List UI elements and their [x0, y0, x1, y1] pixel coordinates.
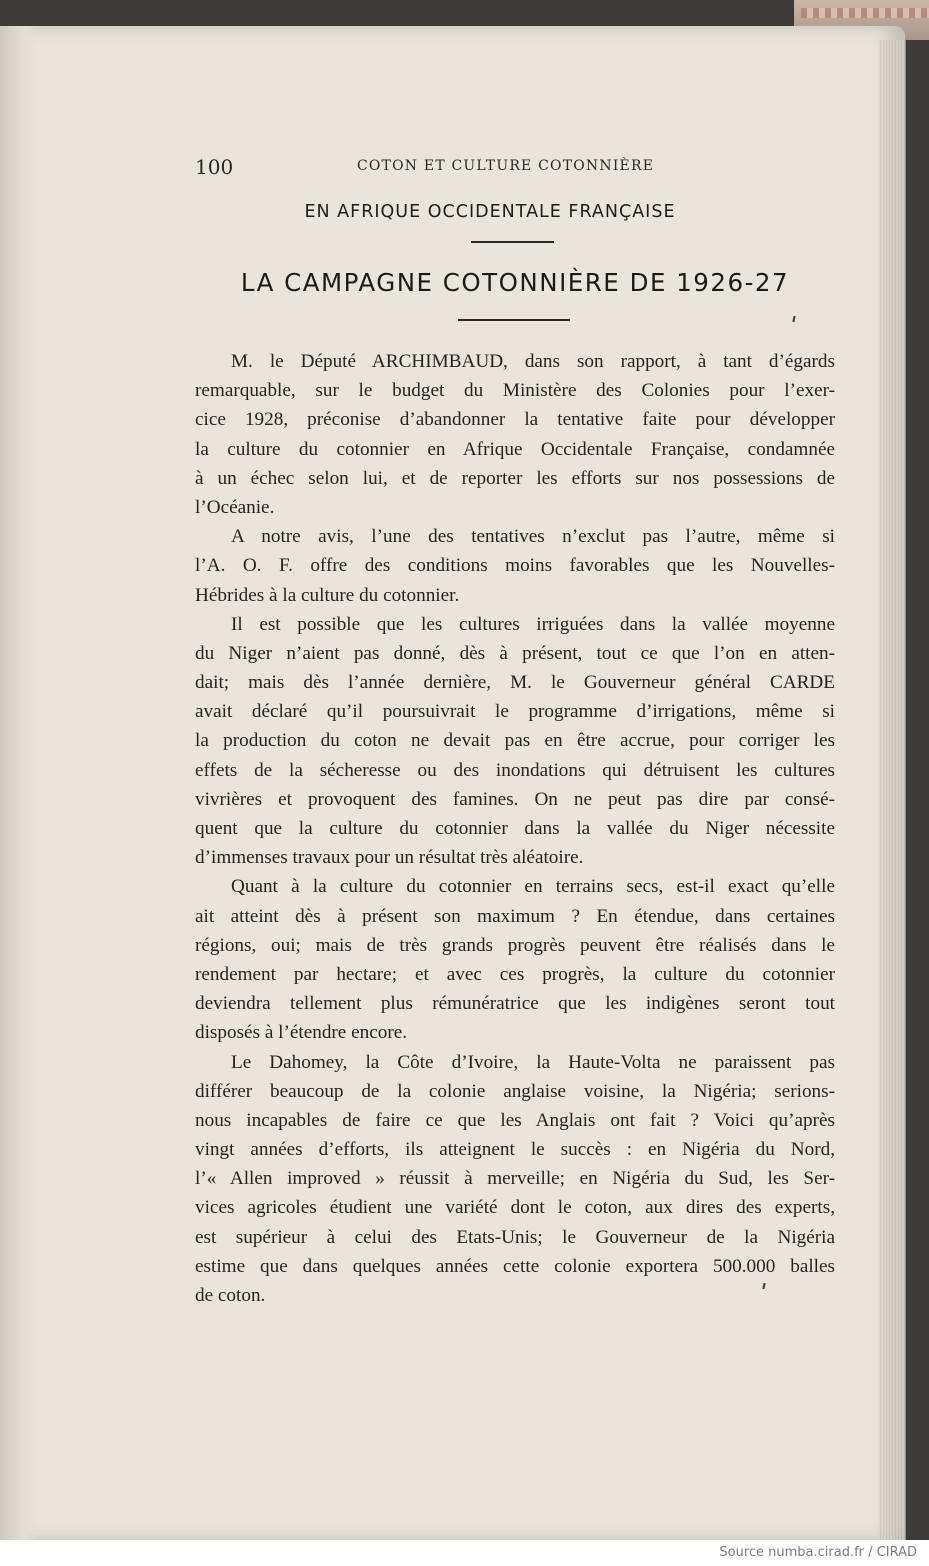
body-line: à un échec selon lui, et de reporter les efforts sur nos possessions de [195, 467, 835, 489]
body-line: M. le Député ARCHIMBAUD, dans son rapport, à tant d’égards [231, 351, 835, 372]
body-line: différer beaucoup de la colonie anglaise voisine, la Nigéria; serions- [195, 1080, 835, 1102]
body-line: rendement par hectare; et avec ces progrès, la culture du cotonnier [195, 963, 835, 985]
heading-rule [471, 241, 554, 243]
body-line: cice 1928, préconise d’abandonner la tentative faite pour développer [195, 409, 835, 431]
body-line: Le Dahomey, la Côte d’Ivoire, la Haute-Volta ne paraissent pas [231, 1051, 835, 1073]
page-edges [878, 40, 906, 1540]
body-line: vivrières et provoquent des famines. On ne peut pas dire par consé- [195, 788, 835, 810]
body-line: est supérieur à celui des Etats-Unis; le Gouverneur de la Nigéria [195, 1226, 835, 1248]
section-heading: EN AFRIQUE OCCIDENTALE FRANÇAISE [304, 202, 676, 222]
body-line: l’« Allen improved » réussit à merveille; en Nigéria du Sud, les Ser- [195, 1168, 835, 1190]
body-line: de coton. [195, 1285, 266, 1306]
body-line: Hébrides à la culture du cotonnier. [195, 584, 460, 606]
body-line: Quant à la culture du cotonnier en terrains secs, est-il exact qu’elle [231, 876, 835, 898]
body-line: nous incapables de faire ce que les Anglais ont fait ? Voici qu’après [195, 1109, 835, 1131]
body-line: régions, oui; mais de très grands progrès peuvent être réalisés dans le [195, 934, 835, 956]
title-rule [458, 319, 570, 321]
page-number: 100 [195, 155, 234, 179]
body-line: ait atteint dès à présent son maximum ? En étendue, dans certaines [195, 905, 835, 927]
body-line: vingt années d’efforts, ils atteignent le succès : en Nigéria du Nord, [195, 1139, 835, 1161]
body-line: quent que la culture du cotonnier dans la vallée du Niger nécessite [195, 818, 835, 839]
body-line: remarquable, sur le budget du Ministère des Colonies pour l’exer- [195, 380, 835, 402]
source-credit: Source numba.cirad.fr / CIRAD [719, 1545, 917, 1560]
page-gutter-shade [0, 26, 40, 1540]
running-title: COTON ET CULTURE COTONNIÈRE [357, 158, 655, 174]
body-line: Il est possible que les cultures irriguées dans la vallée moyenne [231, 613, 835, 635]
book-edge-stripe [801, 8, 929, 18]
body-line: la production du coton ne devait pas en être accrue, pour corriger les [195, 730, 835, 752]
body-line: disposés à l’étendre encore. [195, 1022, 408, 1044]
body-line: l’A. O. F. offre des conditions moins favorables que les Nouvelles- [195, 555, 835, 577]
body-line: du Niger n’aient pas donné, dès à présent, tout ce que l’on en atten- [195, 642, 835, 664]
body-line: la culture du cotonnier en Afrique Occidentale Française, condamnée [195, 438, 835, 460]
article-body [195, 347, 835, 1310]
body-line: deviendra tellement plus rémunératrice que les indigènes seront tout [195, 993, 835, 1015]
body-line: avait déclaré qu’il poursuivrait le programme d’irrigations, même si [195, 701, 835, 723]
body-line: l’Océanie. [195, 496, 275, 518]
body-line: effets de la sécheresse ou des inondations qui détruisent les cultures [195, 759, 835, 781]
body-line: d’immenses travaux pour un résultat très aléatoire. [195, 847, 584, 869]
running-header [195, 155, 695, 179]
body-line: A notre avis, l’une des tentatives n’exclut pas l’autre, même si [231, 526, 835, 548]
body-line: estime que dans quelques années cette colonie exportera 500.000 balles [195, 1255, 835, 1277]
article-title: LA CAMPAGNE COTONNIÈRE DE 1926-27 [240, 268, 790, 297]
body-line: dait; mais dès l’année dernière, M. le Gouverneur général CARDE [195, 672, 835, 694]
body-line: vices agricoles étudient une variété dont le coton, aux dires des experts, [195, 1197, 835, 1219]
